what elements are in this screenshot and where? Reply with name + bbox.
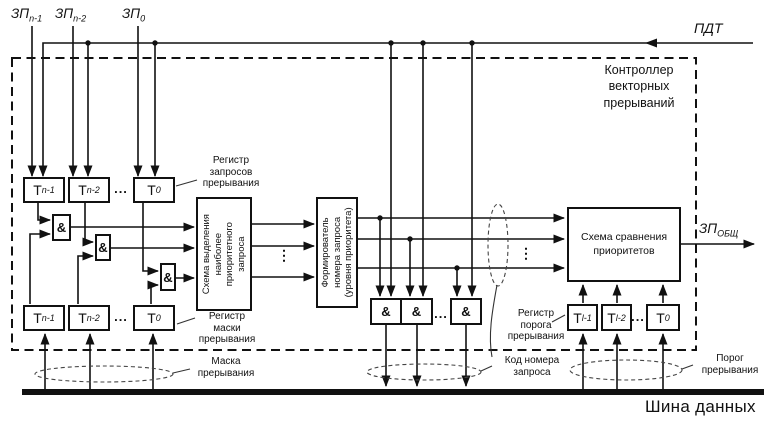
request-register-bit-n2: Т n-2 (68, 177, 110, 203)
mask-and-gate-n2: & (95, 234, 111, 261)
request-register-ellipsis: ... (114, 181, 128, 196)
mask-register-label: Регистр маски прерывания (198, 311, 256, 346)
request-register-label: Регистр запросов прерывания (202, 155, 260, 190)
mask-register-bit-n1: Т n-1 (23, 305, 65, 331)
mask-and-gate-0: & (160, 263, 176, 291)
threshold-register-bit-l2: Т l-2 (601, 304, 632, 331)
threshold-register-label: Регистр порога прерывания (507, 308, 565, 343)
threshold-register-ellipsis: ... (631, 309, 645, 324)
bus-and-gates-ellipsis: ... (434, 306, 448, 321)
threshold-bus-ellipse (570, 360, 682, 380)
code-bus-ellipse (367, 364, 481, 380)
mask-register-ellipsis: ... (114, 309, 128, 324)
signal-zp-n2: $ЗП_{n-2}$ (55, 6, 87, 24)
data-bus-bar (22, 389, 764, 395)
request-number-former-block: Формирователь номера запроса (уровня приоритета) (316, 197, 358, 308)
select-rows-ellipsis: ⋮ (277, 247, 291, 263)
code-lines-ellipse (488, 204, 508, 286)
mask-bus-annotation: Маска прерывания (197, 356, 255, 379)
bus-and-gate-3: & (450, 298, 482, 325)
priority-compare-block: Схема сравнения приоритетов (567, 207, 681, 282)
code-bus-annotation: Код номера запроса (504, 355, 560, 378)
signal-zp-n1: $ЗП_{n-1}$ (11, 6, 43, 24)
pdt-direction-arrowhead (645, 39, 657, 48)
data-bus-label: Шина данных (645, 397, 756, 416)
bus-and-gate-2: & (400, 298, 433, 325)
mask-and-gate-n1: & (52, 214, 71, 241)
threshold-bus-annotation: Порог прерывания (701, 353, 759, 376)
priority-select-block: Схема выделения наиболее приоритетного запроса (196, 197, 252, 311)
request-register-bit-n1: Т n-1 (23, 177, 65, 203)
compare-rows-ellipsis: ⋮ (519, 245, 533, 261)
controller-title: Контроллер векторных прерываний (603, 63, 675, 110)
threshold-register-bit-0: Т 0 (646, 304, 680, 331)
signal-zp-common: $ЗП_{ОБЩ}$ (699, 221, 739, 239)
signal-zp-0: $ЗП_0$ (122, 6, 146, 24)
request-register-bit-0: Т 0 (133, 177, 175, 203)
threshold-register-bit-l1: Т l-1 (567, 304, 598, 331)
mask-register-bit-0: Т 0 (133, 305, 175, 331)
mask-register-bit-n2: Т n-2 (68, 305, 110, 331)
bus-and-gate-1: & (370, 298, 402, 325)
signal-pdt: ПДТ (694, 20, 723, 36)
